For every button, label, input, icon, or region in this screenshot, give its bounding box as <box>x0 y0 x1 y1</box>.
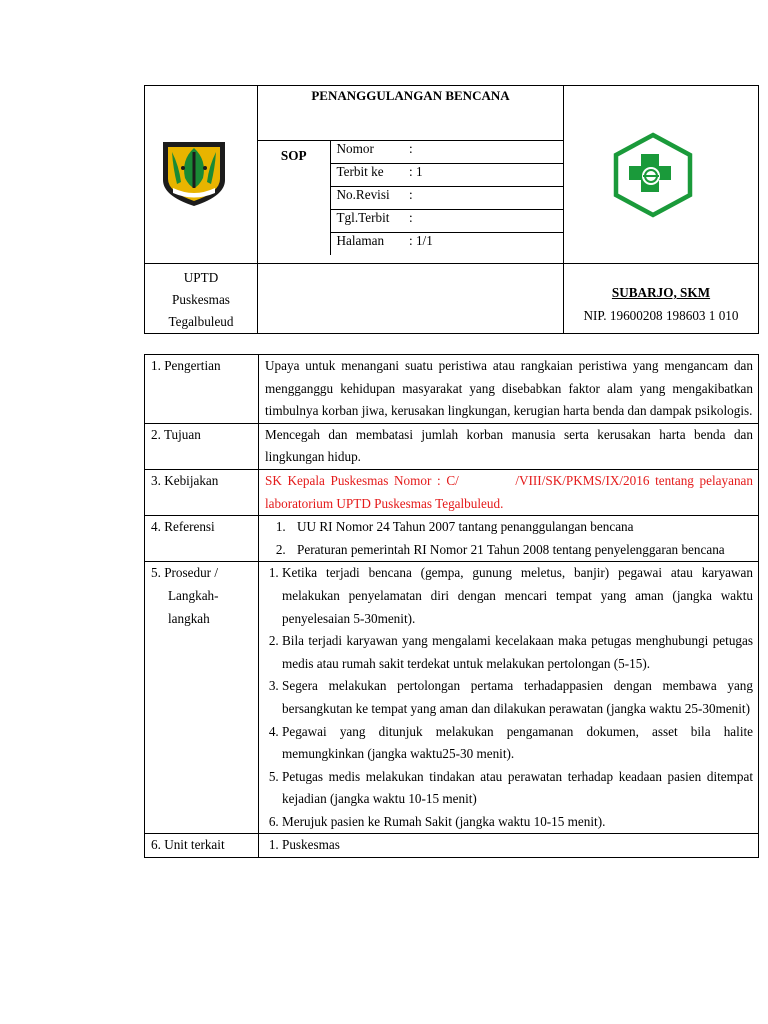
sop-header-table <box>144 85 759 334</box>
section-label-unit: 6. Unit terkait <box>145 834 259 858</box>
meta-label-halaman: Halaman <box>330 233 409 256</box>
meta-value-revisi: : <box>409 187 564 210</box>
referensi-item: 1. UU RI Nomor 24 Tahun 2007 tantang penanggulangan bencana <box>289 516 753 539</box>
section-label-referensi: 4. Referensi <box>145 516 259 562</box>
unit-item: 1. Puskesmas <box>282 834 753 857</box>
prosedur-step: 6. Merujuk pasien ke Rumah Sakit (jangka waktu 10-15 menit). <box>282 811 753 834</box>
referensi-item: 2. Peraturan pemerintah RI Nomor 21 Tahun 2008 tentang penyelenggaran bencana <box>289 539 753 562</box>
uptd-line-1: UPTD <box>183 270 219 285</box>
meta-label-revisi: No.Revisi <box>330 187 409 210</box>
prosedur-step: 3. Segera melakukan pertolongan pertama terhadappasien dengan membawa yang bersangkutan ke tempat yang aman dan dilakukan perawatan (jangka waktu 25-30menit) <box>282 675 753 720</box>
meta-value-halaman: : 1/1 <box>409 233 564 256</box>
section-list-prosedur <box>259 562 759 834</box>
title-meta-cell <box>258 86 564 264</box>
signature-cell <box>564 264 759 334</box>
section-label-prosedur <box>145 562 259 834</box>
section-text-pengertian: Upaya untuk menangani suatu peristiwa atau rangkaian peristiwa yang mengancam dan mengganggu kehidupan masyarakat yang disebabkan faktor alam yang mengakibatkan timbulnya korban jiwa, kerusakan lingkungan, kerugian harta benda dan dampak psikologis. <box>259 355 759 424</box>
section-list-unit <box>259 834 759 858</box>
meta-label-terbit: Terbit ke <box>330 164 409 187</box>
sop-content-table <box>144 354 759 858</box>
prosedur-label-line-3: langkah <box>168 610 210 626</box>
signer-nip: NIP. 19600208 198603 1 010 <box>583 308 739 323</box>
meta-value-tgl-terbit: : <box>409 210 564 233</box>
prosedur-step: 4. Pegawai yang ditunjuk melakukan pengamanan dokumen, asset bila halite memungkinkan (jangka waktu25-30 menit). <box>282 721 753 766</box>
signer-name: SUBARJO, SKM <box>611 285 711 300</box>
section-label-kebijakan: 3. Kebijakan <box>145 469 259 515</box>
document-title: PENANGGULANGAN BENCANA <box>311 88 510 103</box>
meta-label-tgl-terbit: Tgl.Terbit <box>330 210 409 233</box>
prosedur-step: 2. Bila terjadi karyawan yang mengalami kecelakaan maka petugas menghubungi petugas medis atau rumah sakit terdekat untuk melakukan pertolongan (5-15). <box>282 630 753 675</box>
section-label-tujuan: 2. Tujuan <box>145 423 259 469</box>
empty-cell <box>258 264 564 334</box>
meta-value-nomor: : <box>409 141 564 164</box>
sop-label: SOP <box>258 141 330 256</box>
section-text-kebijakan: SK Kepala Puskesmas Nomor : C/ /VIII/SK/PKMS/IX/2016 tentang pelayanan laboratorium UPTD Puskesmas Tegalbuleud. <box>259 469 759 515</box>
prosedur-step: 5. Petugas medis melakukan tindakan atau perawatan terhadap keadaan pasien ditempat kejadian (jangka waktu 10-15 menit) <box>282 766 753 811</box>
meta-value-terbit: : 1 <box>409 164 564 187</box>
sop-meta-table <box>258 140 564 255</box>
section-text-tujuan: Mencegah dan membatasi jumlah korban manusia serta kerusakan harta benda dan lingkungan hidup. <box>259 423 759 469</box>
puskesmas-logo-cell <box>564 86 759 264</box>
uptd-line-2: Puskesmas <box>172 292 230 307</box>
uptd-line-3: Tegalbuleud <box>168 314 234 329</box>
prosedur-label-line-1: 5. Prosedur / <box>151 565 219 581</box>
prosedur-label-line-2: Langkah- <box>168 587 219 603</box>
puskesmas-logo-icon <box>613 132 693 218</box>
section-label-pengertian: 1. Pengertian <box>145 355 259 424</box>
uptd-cell <box>145 264 258 334</box>
section-list-referensi <box>259 516 759 562</box>
meta-label-nomor: Nomor <box>330 141 409 164</box>
prosedur-step: 1. Ketika terjadi bencana (gempa, gunung meletus, banjir) pegawai atau karyawan melakukan penyelamatan diri dengan mencari tempat yang aman (jangka waktu penyelesaian 5-30menit). <box>282 562 753 630</box>
regency-logo-cell <box>145 86 258 264</box>
regency-emblem-icon <box>159 138 229 208</box>
